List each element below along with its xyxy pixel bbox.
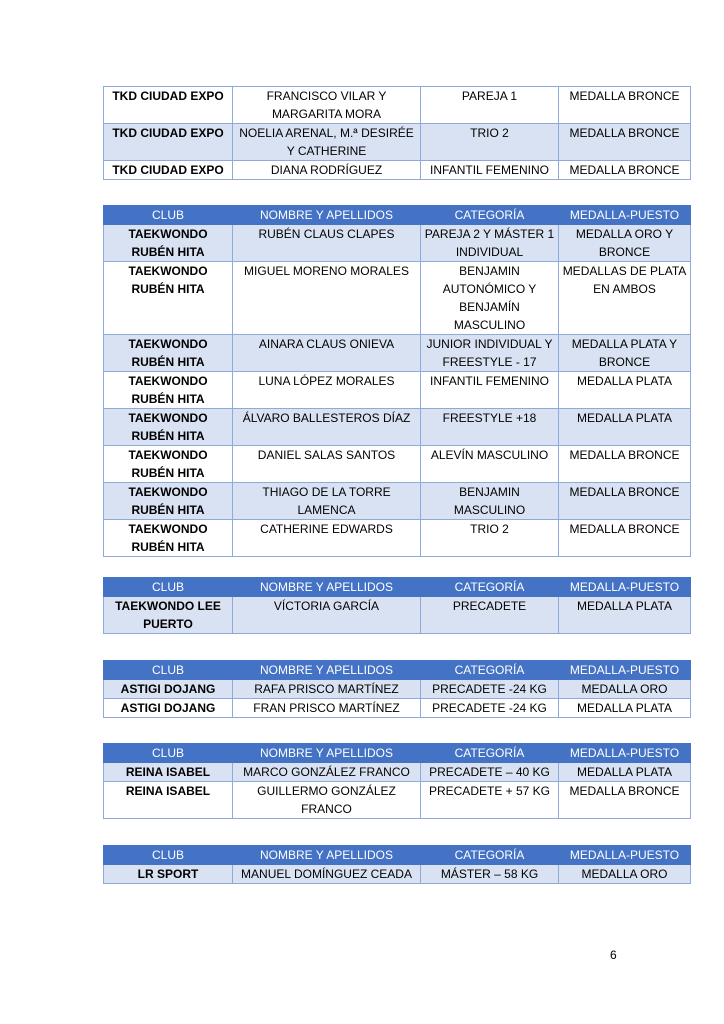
table-row bbox=[104, 483, 691, 520]
name-cell: FRANCISCO VILAR Y MARGARITA MORA bbox=[233, 87, 421, 124]
table-header-row bbox=[104, 578, 691, 597]
medal-cell: MEDALLA PLATA bbox=[559, 763, 691, 782]
club-cell: TAEKWONDO RUBÉN HITA bbox=[104, 225, 233, 262]
medal-cell: MEDALLA BRONCE bbox=[559, 87, 691, 124]
header-category: CATEGORÍA bbox=[421, 744, 559, 763]
header-medal: MEDALLA-PUESTO bbox=[559, 206, 691, 225]
club-cell: TAEKWONDO RUBÉN HITA bbox=[104, 446, 233, 483]
club-cell: TKD CIUDAD EXPO bbox=[104, 161, 233, 180]
header-medal: MEDALLA-PUESTO bbox=[559, 846, 691, 865]
club-cell: TKD CIUDAD EXPO bbox=[104, 124, 233, 161]
name-cell: VÍCTORIA GARCÍA bbox=[233, 597, 421, 634]
table-row bbox=[104, 597, 691, 634]
header-club: CLUB bbox=[104, 744, 233, 763]
header-name: NOMBRE Y APELLIDOS bbox=[233, 661, 421, 680]
medal-cell: MEDALLA PLATA bbox=[559, 699, 691, 718]
medal-cell: MEDALLA BRONCE bbox=[559, 483, 691, 520]
header-club: CLUB bbox=[104, 661, 233, 680]
category-cell: PRECADETE – 40 KG bbox=[421, 763, 559, 782]
header-club: CLUB bbox=[104, 206, 233, 225]
results-table-lr-sport bbox=[103, 845, 690, 884]
category-cell: TRIO 2 bbox=[421, 520, 559, 557]
category-cell: FREESTYLE +18 bbox=[421, 409, 559, 446]
header-club: CLUB bbox=[104, 846, 233, 865]
category-cell: ALEVÍN MASCULINO bbox=[421, 446, 559, 483]
results-table-astigi-dojang bbox=[103, 660, 690, 718]
category-cell: PRECADETE -24 KG bbox=[421, 699, 559, 718]
header-category: CATEGORÍA bbox=[421, 578, 559, 597]
name-cell: MIGUEL MORENO MORALES bbox=[233, 262, 421, 335]
category-cell: JUNIOR INDIVIDUAL Y FREESTYLE - 17 bbox=[421, 335, 559, 372]
medal-cell: MEDALLA BRONCE bbox=[559, 446, 691, 483]
medal-cell: MEDALLA PLATA Y BRONCE bbox=[559, 335, 691, 372]
category-cell: INFANTIL FEMENINO bbox=[421, 161, 559, 180]
table-row bbox=[104, 262, 691, 335]
page-number: 6 bbox=[610, 948, 617, 962]
club-cell: ASTIGI DOJANG bbox=[104, 680, 233, 699]
medal-cell: MEDALLA ORO bbox=[559, 680, 691, 699]
category-cell: INFANTIL FEMENINO bbox=[421, 372, 559, 409]
category-cell: PRECADETE -24 KG bbox=[421, 680, 559, 699]
name-cell: DIANA RODRÍGUEZ bbox=[233, 161, 421, 180]
table-row bbox=[104, 372, 691, 409]
header-club: CLUB bbox=[104, 578, 233, 597]
table-row bbox=[104, 865, 691, 884]
medal-cell: MEDALLA PLATA bbox=[559, 372, 691, 409]
header-name: NOMBRE Y APELLIDOS bbox=[233, 744, 421, 763]
medal-cell: MEDALLA ORO Y BRONCE bbox=[559, 225, 691, 262]
club-cell: TAEKWONDO RUBÉN HITA bbox=[104, 262, 233, 335]
header-medal: MEDALLA-PUESTO bbox=[559, 578, 691, 597]
table-header-row bbox=[104, 206, 691, 225]
name-cell: RUBÉN CLAUS CLAPES bbox=[233, 225, 421, 262]
name-cell: ÁLVARO BALLESTEROS DÍAZ bbox=[233, 409, 421, 446]
club-cell: TAEKWONDO RUBÉN HITA bbox=[104, 335, 233, 372]
table-row bbox=[104, 335, 691, 372]
header-medal: MEDALLA-PUESTO bbox=[559, 661, 691, 680]
table-row bbox=[104, 124, 691, 161]
name-cell: MANUEL DOMÍNGUEZ CEADA bbox=[233, 865, 421, 884]
table-header-row bbox=[104, 661, 691, 680]
name-cell: NOELIA ARENAL, M.ª DESIRÉE Y CATHERINE bbox=[233, 124, 421, 161]
table-row bbox=[104, 446, 691, 483]
name-cell: THIAGO DE LA TORRE LAMENCA bbox=[233, 483, 421, 520]
table-row bbox=[104, 763, 691, 782]
category-cell: BENJAMIN MASCULINO bbox=[421, 483, 559, 520]
medal-cell: MEDALLA PLATA bbox=[559, 409, 691, 446]
club-cell: REINA ISABEL bbox=[104, 782, 233, 819]
header-category: CATEGORÍA bbox=[421, 206, 559, 225]
name-cell: DANIEL SALAS SANTOS bbox=[233, 446, 421, 483]
table-row bbox=[104, 225, 691, 262]
name-cell: FRAN PRISCO MARTÍNEZ bbox=[233, 699, 421, 718]
table-header-row bbox=[104, 744, 691, 763]
name-cell: GUILLERMO GONZÁLEZ FRANCO bbox=[233, 782, 421, 819]
results-table-ciudad-expo bbox=[103, 86, 690, 180]
category-cell: PAREJA 2 Y MÁSTER 1 INDIVIDUAL bbox=[421, 225, 559, 262]
category-cell: PRECADETE + 57 KG bbox=[421, 782, 559, 819]
club-cell: TAEKWONDO RUBÉN HITA bbox=[104, 409, 233, 446]
medal-cell: MEDALLA BRONCE bbox=[559, 161, 691, 180]
name-cell: RAFA PRISCO MARTÍNEZ bbox=[233, 680, 421, 699]
name-cell: CATHERINE EDWARDS bbox=[233, 520, 421, 557]
header-name: NOMBRE Y APELLIDOS bbox=[233, 206, 421, 225]
club-cell: ASTIGI DOJANG bbox=[104, 699, 233, 718]
medal-cell: MEDALLAS DE PLATA EN AMBOS bbox=[559, 262, 691, 335]
table-row bbox=[104, 699, 691, 718]
category-cell: BENJAMIN AUTONÓMICO Y BENJAMÍN MASCULINO bbox=[421, 262, 559, 335]
name-cell: LUNA LÓPEZ MORALES bbox=[233, 372, 421, 409]
header-category: CATEGORÍA bbox=[421, 661, 559, 680]
results-table-reina-isabel bbox=[103, 743, 690, 819]
table-header-row bbox=[104, 846, 691, 865]
category-cell: TRIO 2 bbox=[421, 124, 559, 161]
header-name: NOMBRE Y APELLIDOS bbox=[233, 846, 421, 865]
header-category: CATEGORÍA bbox=[421, 846, 559, 865]
header-name: NOMBRE Y APELLIDOS bbox=[233, 578, 421, 597]
medal-cell: MEDALLA BRONCE bbox=[559, 520, 691, 557]
medal-cell: MEDALLA BRONCE bbox=[559, 124, 691, 161]
club-cell: TAEKWONDO RUBÉN HITA bbox=[104, 520, 233, 557]
table-row bbox=[104, 782, 691, 819]
category-cell: PAREJA 1 bbox=[421, 87, 559, 124]
club-cell: REINA ISABEL bbox=[104, 763, 233, 782]
category-cell: PRECADETE bbox=[421, 597, 559, 634]
results-table-lee-puerto bbox=[103, 577, 690, 634]
club-cell: TKD CIUDAD EXPO bbox=[104, 87, 233, 124]
table-row bbox=[104, 520, 691, 557]
category-cell: MÁSTER – 58 KG bbox=[421, 865, 559, 884]
header-medal: MEDALLA-PUESTO bbox=[559, 744, 691, 763]
results-table-ruben-hita bbox=[103, 205, 690, 557]
table-row bbox=[104, 161, 691, 180]
name-cell: MARCO GONZÁLEZ FRANCO bbox=[233, 763, 421, 782]
table-row bbox=[104, 680, 691, 699]
club-cell: TAEKWONDO LEE PUERTO bbox=[104, 597, 233, 634]
club-cell: TAEKWONDO RUBÉN HITA bbox=[104, 372, 233, 409]
table-row bbox=[104, 409, 691, 446]
medal-cell: MEDALLA ORO bbox=[559, 865, 691, 884]
medal-cell: MEDALLA PLATA bbox=[559, 597, 691, 634]
club-cell: TAEKWONDO RUBÉN HITA bbox=[104, 483, 233, 520]
name-cell: AINARA CLAUS ONIEVA bbox=[233, 335, 421, 372]
table-row bbox=[104, 87, 691, 124]
club-cell: LR SPORT bbox=[104, 865, 233, 884]
medal-cell: MEDALLA BRONCE bbox=[559, 782, 691, 819]
